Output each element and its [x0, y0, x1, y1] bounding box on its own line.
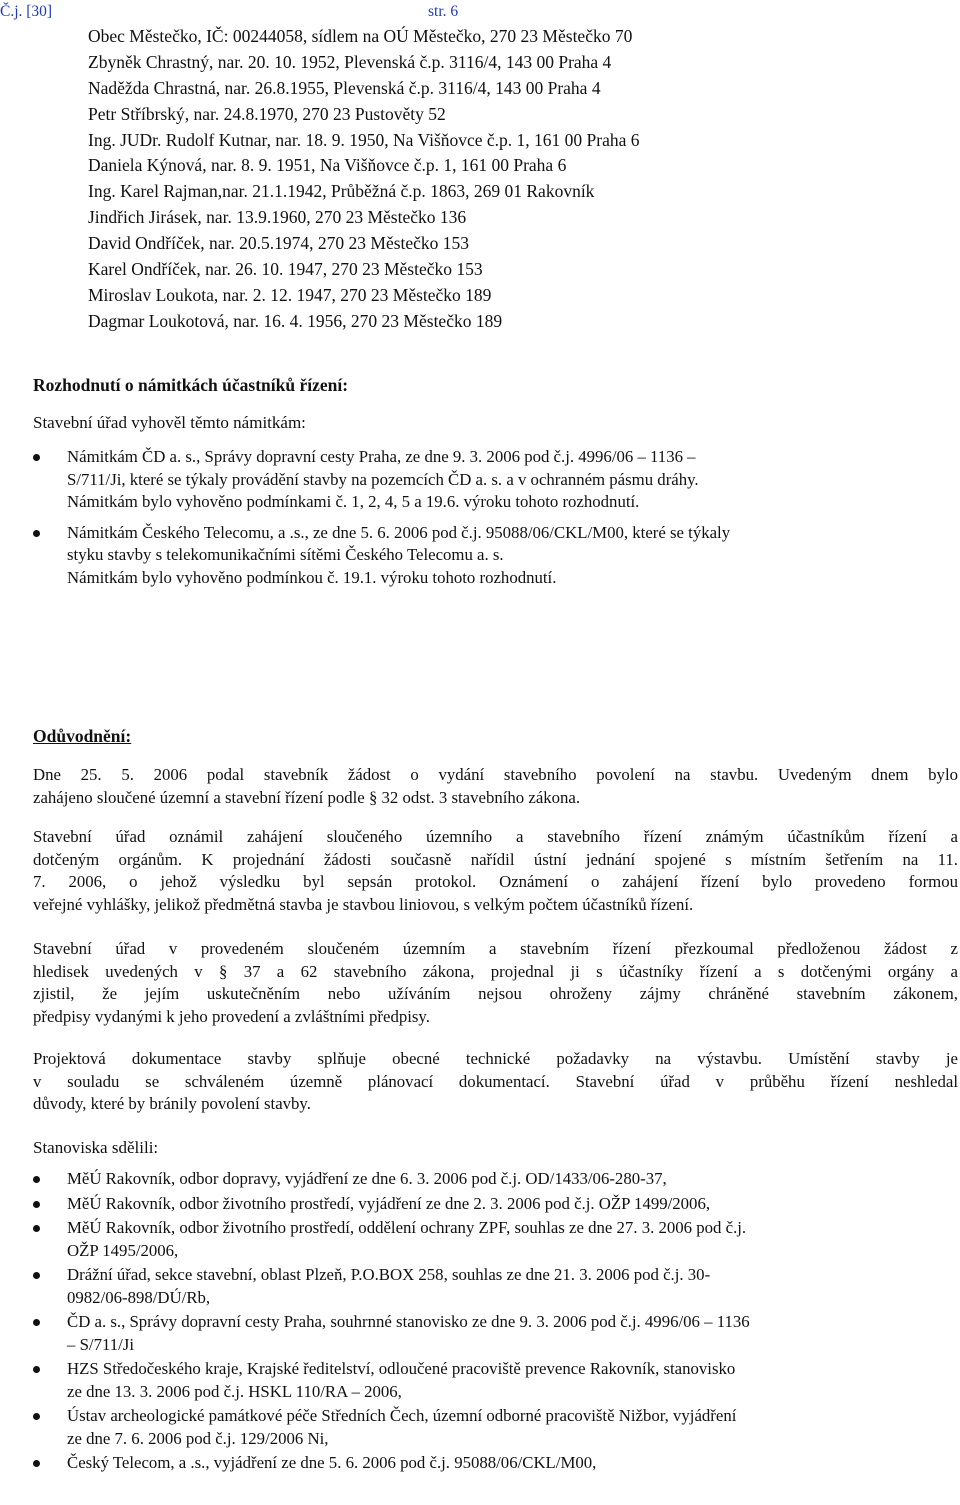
participant: Miroslav Loukota, nar. 2. 12. 1947, 270 23 Městečko 189	[88, 284, 492, 305]
list-item	[33, 446, 933, 514]
bullet-icon	[33, 1319, 40, 1326]
list-item	[33, 1405, 933, 1450]
text-line: Projektová dokumentace stavby splňuje obecné technické požadavky na výstavbu. Umístění stavby je	[33, 1049, 958, 1068]
text-line: Stavební úřad oznámil zahájení sloučeného územního a stavebního řízení známým účastníkům řízení a	[33, 827, 958, 846]
objections-list	[33, 446, 933, 589]
bullet-icon	[33, 1460, 40, 1467]
list-item	[33, 1311, 933, 1356]
statements-list	[33, 1168, 933, 1475]
participant: Obec Městečko, IČ: 00244058, sídlem na OÚ Městečko, 270 23 Městečko 70	[88, 26, 633, 46]
text-line: zahájeno sloučené územní a stavební řízení podle § 32 odst. 3 stavebního zákona.	[33, 787, 581, 807]
text-line: MěÚ Rakovník, odbor dopravy, vyjádření ze dne 6. 3. 2006 pod č.j. OD/1433/06-280-37,	[67, 1169, 667, 1188]
participant: Dagmar Loukotová, nar. 16. 4. 1956, 270 23 Městečko 189	[88, 310, 503, 331]
text-line: ze dne 7. 6. 2006 pod č.j. 129/2006 Ni,	[67, 1428, 329, 1448]
reasoning-paragraph	[33, 764, 958, 809]
text-line: Námitkám bylo vyhověno podmínkami č. 1, 2, 4, 5 a 19.6. výroku tohoto rozhodnutí.	[67, 492, 640, 511]
text-line: zjistil, že jejím uskutečněním nebo užíváním nejsou ohroženy zájmy chráněné stavebním zákonem,	[33, 984, 958, 1003]
bullet-icon	[33, 1272, 40, 1279]
text-line	[67, 446, 935, 469]
participant: Naděžda Chrastná, nar. 26.8.1955, Plevenská č.p. 3116/4, 143 00 Praha 4	[88, 77, 601, 98]
page-number: str. 6	[428, 3, 459, 20]
statements-intro: Stanoviska sdělili:	[33, 1138, 159, 1157]
participants-list	[88, 24, 948, 335]
text-line: MěÚ Rakovník, odbor životního prostředí, oddělení ochrany ZPF, souhlas ze dne 27. 3. 2006 pod č.j.	[67, 1218, 747, 1237]
participant: Jindřich Jirásek, nar. 13.9.1960, 270 23 Městečko 136	[88, 207, 467, 228]
participant: Karel Ondříček, nar. 26. 10. 1947, 270 23 Městečko 153	[88, 259, 483, 280]
list-item	[33, 1358, 933, 1403]
list-item	[33, 522, 933, 590]
participant: Zbyněk Chrastný, nar. 20. 10. 1952, Plevenská č.p. 3116/4, 143 00 Praha 4	[88, 51, 612, 72]
text-line: Námitkám bylo vyhověno podmínkou č. 19.1. výroku tohoto rozhodnutí.	[67, 567, 557, 587]
reasoning-paragraph	[33, 1048, 958, 1116]
participant: Petr Stříbrský, nar. 24.8.1970, 270 23 Pustověty 52	[88, 103, 446, 124]
text-line: OŽP 1495/2006,	[67, 1240, 179, 1260]
text-line: 0982/06-898/DÚ/Rb,	[67, 1287, 211, 1307]
text-line: Dne 25. 5. 2006 podal stavebník žádost o vydání stavebního povolení na stavbu. Uvedeným dnem bylo	[33, 765, 958, 784]
reference-number: Č.j. [30]	[0, 3, 53, 20]
participant: Ing. Karel Rajman,nar. 21.1.1942, Průběžná č.p. 1863, 269 01 Rakovník	[88, 181, 595, 202]
list-item	[33, 1168, 933, 1191]
text-line: v souladu se schváleném územně plánovací dokumentací. Stavební úřad v průběhu řízení neshledal	[33, 1071, 958, 1091]
list-item	[33, 1452, 933, 1475]
text-line-content: Námitkám ČD a. s., Správy dopravní cesty Praha, ze dne 9. 3. 2006 pod č.j. 4996/06 – 1136 –	[67, 447, 696, 466]
text-line: Námitkám Českého Telecomu, a .s., ze dne 5. 6. 2006 pod č.j. 95088/06/CKL/M00, které se týkaly	[67, 522, 731, 542]
text-line: dotčeným orgánům. K projednání žádosti současně nařídil ústní jednání spojené s místním šetřením na 11.	[33, 849, 958, 869]
text-line: 7. 2006, o jehož výsledku byl sepsán protokol. Oznámení o zahájení řízení bylo provedeno formou	[33, 872, 958, 891]
page-header	[0, 0, 960, 26]
text-line: důvody, které by bránily povolení stavby.	[33, 1094, 311, 1113]
list-item	[33, 1193, 933, 1216]
list-item	[33, 1264, 933, 1309]
objections-heading: Rozhodnutí o námitkách účastníků řízení:	[33, 375, 349, 395]
reasoning-paragraph	[33, 826, 958, 916]
text-line: předpisy vydanými k jeho provedení a zvláštními předpisy.	[33, 1006, 430, 1026]
reasoning-heading: Odůvodnění:	[33, 726, 132, 746]
text-line: Ústav archeologické památkové péče Středních Čech, územní odborné pracoviště Nižbor, vyjádření	[67, 1406, 737, 1425]
bullet-icon	[33, 1176, 40, 1183]
text-line: S/711/Ji, které se týkaly provádění stavby na pozemcích ČD a. s. a v ochranném pásmu dráhy.	[67, 469, 699, 489]
text-line: HZS Středočeského kraje, Krajské ředitelství, odloučené pracoviště prevence Rakovník, stanovisko	[67, 1359, 736, 1378]
objections-intro: Stavební úřad vyhověl těmto námitkám:	[33, 413, 306, 432]
text-line: hledisek uvedených v § 37 a 62 stavebního zákona, projednal ji s účastníky řízení a s dotčenými orgány a	[33, 961, 958, 981]
bullet-icon	[33, 1201, 40, 1208]
text-line: styku stavby s telekomunikačními sítěmi Českého Telecomu a. s.	[67, 545, 504, 564]
bullet-icon	[33, 530, 40, 537]
text-line: Drážní úřad, sekce stavební, oblast Plzeň, P.O.BOX 258, souhlas ze dne 21. 3. 2006 pod č.j. 30-	[67, 1265, 711, 1284]
text-line: ze dne 13. 3. 2006 pod č.j. HSKL 110/RA – 2006,	[67, 1381, 402, 1401]
text-line: ČD a. s., Správy dopravní cesty Praha, souhrnné stanovisko ze dne 9. 3. 2006 pod č.j. 4996/06 – 1136	[67, 1312, 750, 1331]
bullet-icon	[33, 454, 40, 461]
bullet-icon	[33, 1366, 40, 1373]
text-line: Český Telecom, a .s., vyjádření ze dne 5. 6. 2006 pod č.j. 95088/06/CKL/M00,	[67, 1453, 597, 1472]
text-line: veřejné vyhlášky, jelikož předmětná stavba je stavbou liniovou, s velkým počtem účastníků řízení.	[33, 894, 694, 914]
bullet-icon	[33, 1413, 40, 1420]
bullet-icon	[33, 1225, 40, 1232]
list-item	[33, 1217, 933, 1262]
participant: Ing. JUDr. Rudolf Kutnar, nar. 18. 9. 1950, Na Višňovce č.p. 1, 161 00 Praha 6	[88, 129, 640, 150]
participant: Daniela Kýnová, nar. 8. 9. 1951, Na Višňovce č.p. 1, 161 00 Praha 6	[88, 155, 567, 176]
reasoning-paragraph	[33, 938, 958, 1028]
text-line: – S/711/Ji	[67, 1334, 134, 1354]
text-line: MěÚ Rakovník, odbor životního prostředí, vyjádření ze dne 2. 3. 2006 pod č.j. OŽP 1499/2006,	[67, 1193, 711, 1213]
participant: David Ondříček, nar. 20.5.1974, 270 23 Městečko 153	[88, 233, 470, 254]
text-line: Stavební úřad v provedeném sloučeném územním a stavebním řízení přezkoumal předloženou žádost z	[33, 939, 958, 958]
